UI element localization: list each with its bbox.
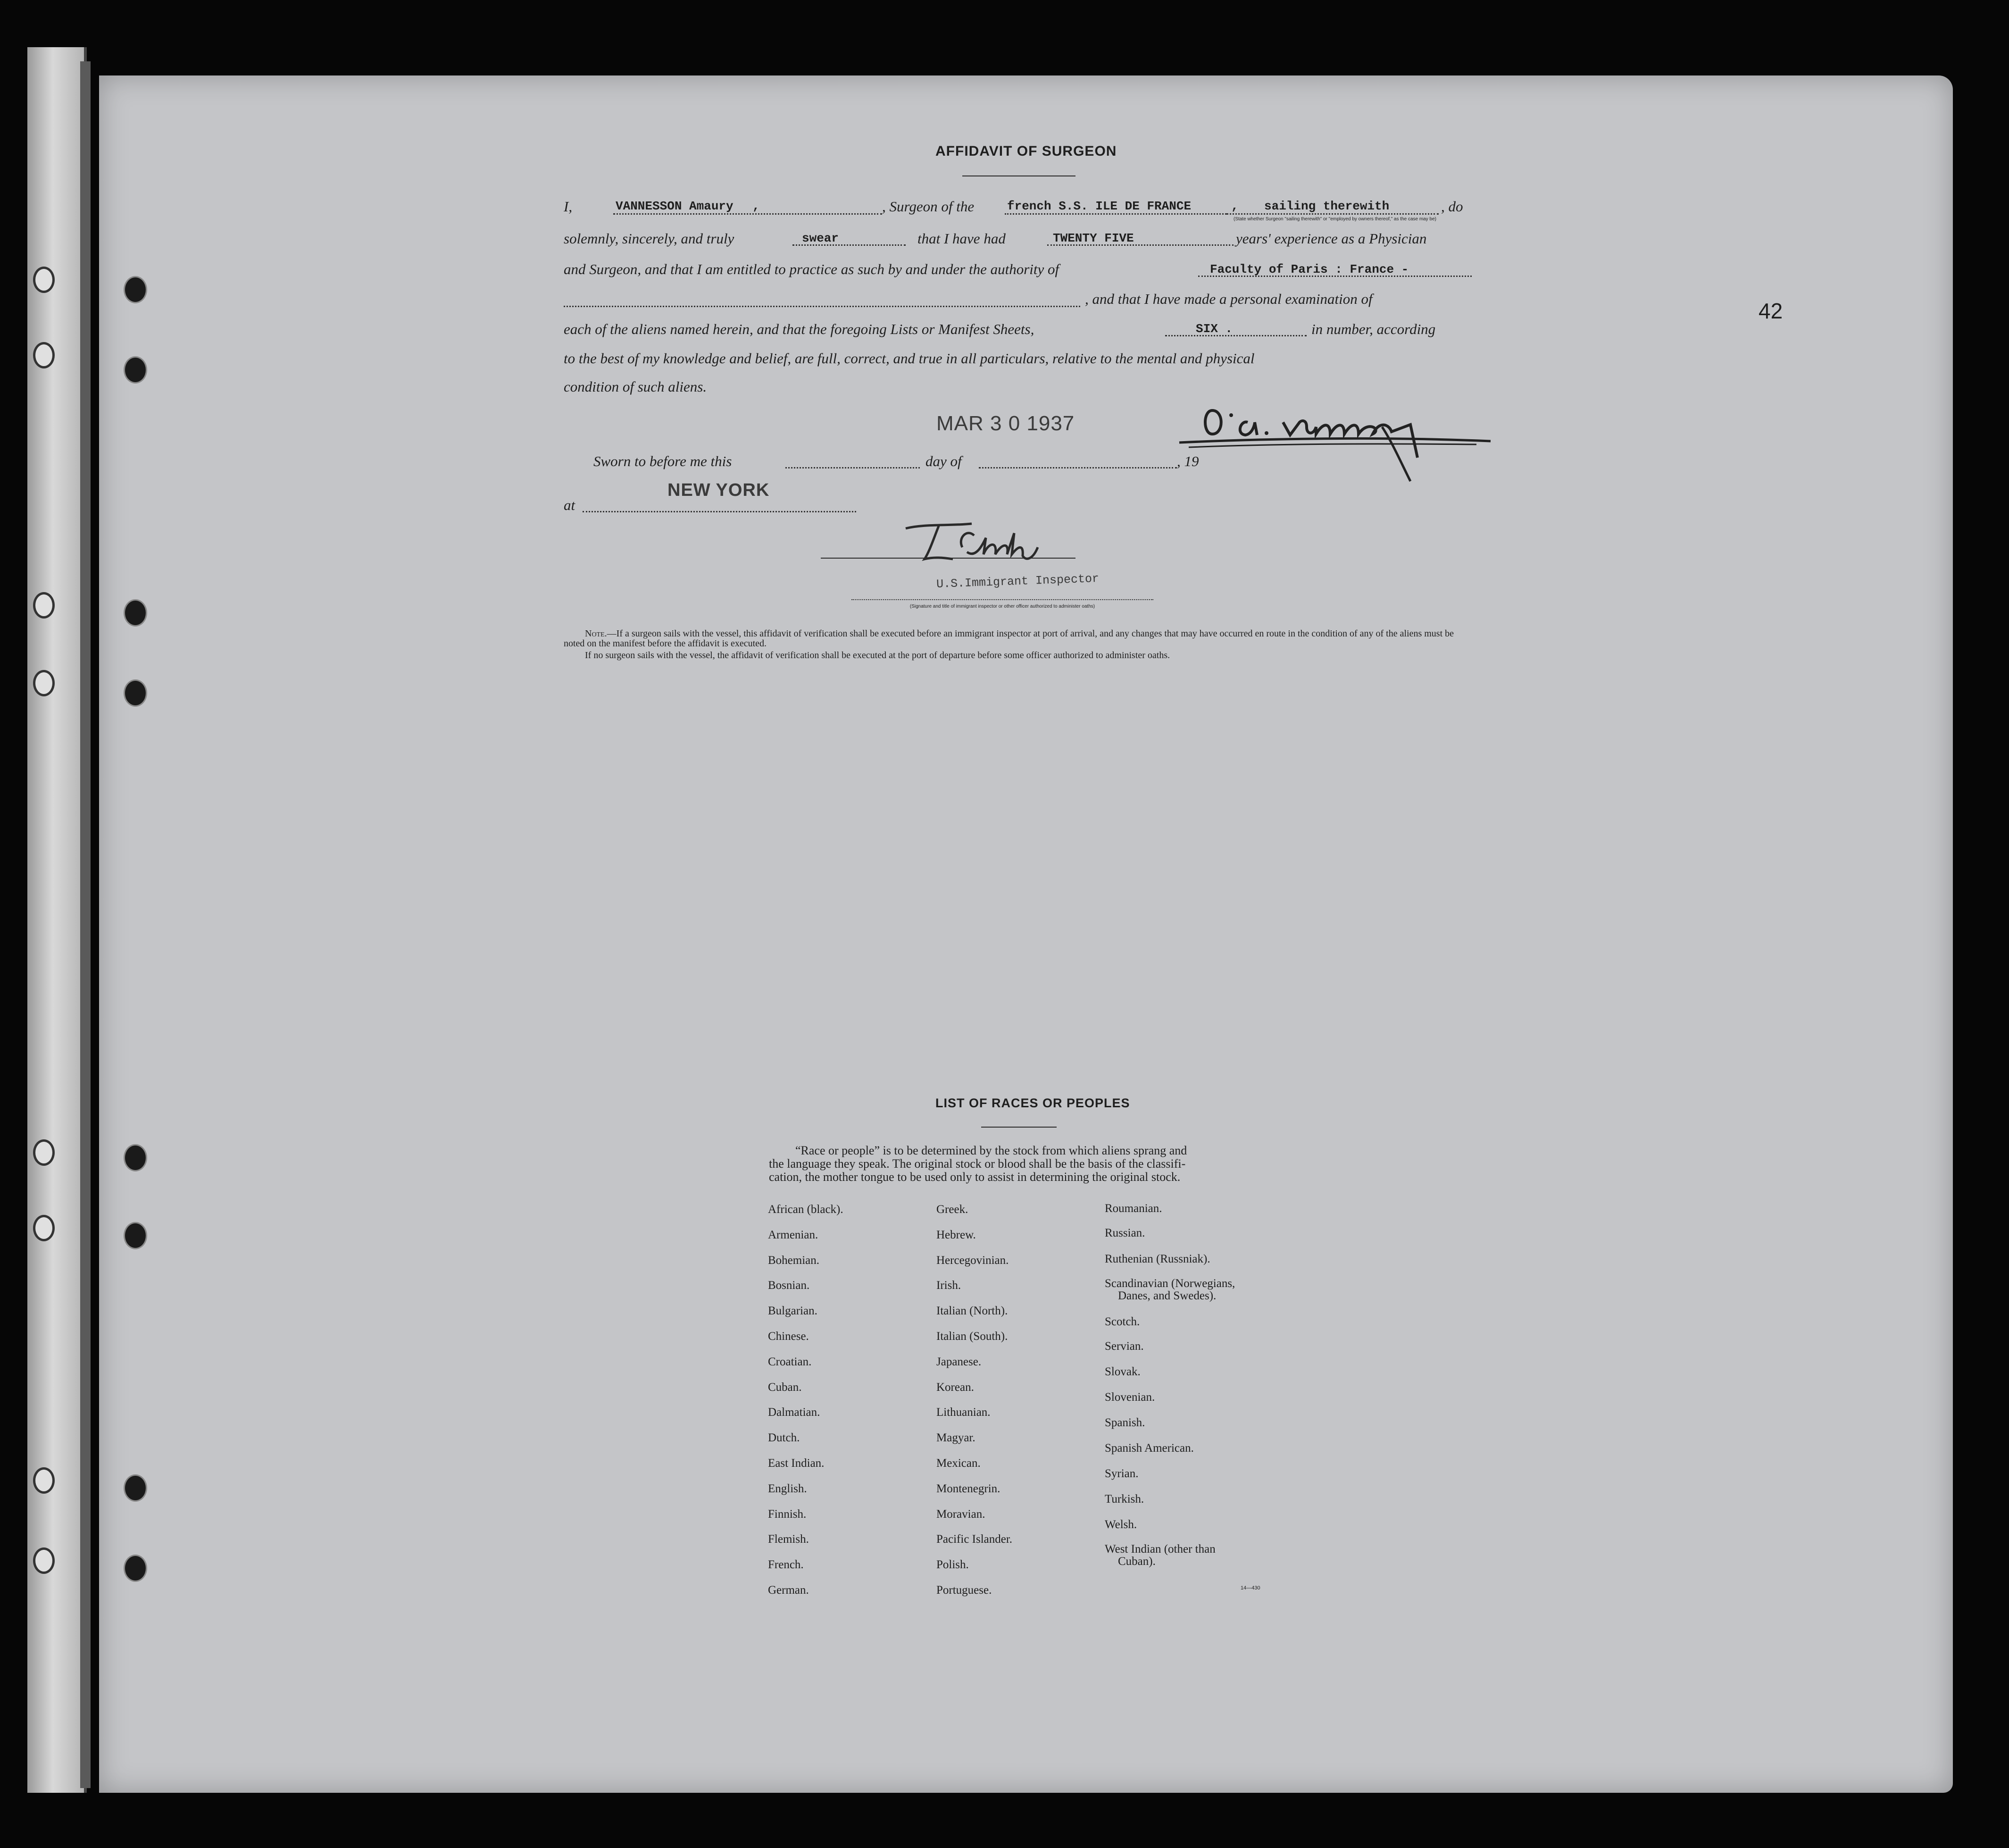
name-line	[613, 213, 882, 215]
race-item: Japanese.	[936, 1355, 982, 1368]
text-to-the-best: to the best of my knowledge and belief, are full, correct, and true in all particulars, relative to the mental and physical	[564, 350, 1255, 367]
race-item: Moravian.	[936, 1507, 985, 1521]
sheets-value: SIX .	[1196, 322, 1233, 336]
text-day-of: day of	[925, 453, 962, 469]
text-each-of: each of the aliens named herein, and that the foregoing Lists or Manifest Sheets,	[564, 321, 1034, 337]
vessel-name: french S.S. ILE DE FRANCE	[1007, 199, 1192, 213]
race-item: Hercegovinian.	[936, 1254, 1009, 1267]
text-in-number: in number, according	[1311, 321, 1436, 337]
punch-hole	[124, 1555, 147, 1582]
comma: ,	[1231, 199, 1239, 213]
race-item: Mexican.	[936, 1457, 981, 1470]
binder-ring	[33, 267, 55, 293]
binder-spine	[27, 47, 87, 1793]
authority-value: Faculty of Paris : France -	[1210, 262, 1409, 276]
binder-strip	[80, 61, 91, 1788]
race-item: African (black).	[768, 1203, 843, 1216]
race-item: Montenegrin.	[936, 1482, 1000, 1495]
races-intro-3: cation, the mother tongue to be used only to assist in determining the original stock.	[769, 1170, 1181, 1184]
race-item: Servian.	[1105, 1340, 1144, 1353]
race-item: French.	[768, 1558, 804, 1572]
race-item: Finnish.	[768, 1507, 807, 1521]
race-item: Polish.	[936, 1558, 969, 1572]
note-text-1: —If a surgeon sails with the vessel, this affidavit of verification shall be executed before an immigrant inspector at port of arrival, and any changes that may have occurred en route in the condition of any of the aliens must be noted on the manifest before the affidavit is executed.	[564, 628, 1454, 649]
races-title: LIST OF RACES OR PEOPLES	[935, 1096, 1130, 1110]
races-title-rule	[981, 1127, 1057, 1128]
sworn-month-line	[979, 467, 1177, 468]
race-item: Spanish.	[1105, 1416, 1145, 1429]
race-item: Flemish.	[768, 1533, 809, 1546]
date-stamp: MAR 3 0 1937	[936, 412, 1075, 435]
binder-ring	[33, 670, 55, 696]
race-item: Bohemian.	[768, 1254, 820, 1267]
race-item: Dutch.	[768, 1431, 800, 1445]
surgeon-name: VANNESSON Amaury	[616, 199, 734, 213]
binder-ring	[33, 1215, 55, 1241]
races-intro-1: “Race or people” is to be determined by the stock from which aliens sprang and	[795, 1144, 1187, 1157]
race-item: Welsh.	[1105, 1518, 1137, 1531]
race-item: Slovenian.	[1105, 1391, 1155, 1404]
text-years-experience: years' experience as a Physician	[1236, 230, 1427, 247]
note-label: Note.	[585, 628, 607, 639]
note-paragraph-1	[564, 629, 1474, 649]
text-solemnly: solemnly, sincerely, and truly	[564, 230, 734, 247]
race-item: Syrian.	[1105, 1467, 1139, 1480]
race-item: West Indian (other than	[1105, 1543, 1216, 1555]
place-stamp: NEW YORK	[667, 480, 770, 500]
affidavit-title: AFFIDAVIT OF SURGEON	[935, 143, 1117, 159]
status-line	[1226, 213, 1439, 215]
race-item: East Indian.	[768, 1457, 825, 1470]
punch-hole	[124, 1222, 147, 1249]
punch-hole	[124, 1474, 147, 1502]
state-note: (State whether Surgeon "sailing therewith" or "employed by owners thereof," as the case may be)	[1234, 217, 1436, 222]
punch-hole	[124, 356, 147, 384]
authority-line	[1198, 276, 1472, 277]
binder-ring	[33, 342, 55, 368]
race-item: Bosnian.	[768, 1279, 810, 1292]
race-item: Korean.	[936, 1380, 974, 1394]
race-item: Chinese.	[768, 1330, 809, 1343]
race-item: Magyar.	[936, 1431, 975, 1445]
page-number: 42	[1759, 299, 1783, 323]
race-item: Danes, and Swedes).	[1118, 1289, 1217, 1302]
race-item: Ruthenian (Russniak).	[1105, 1253, 1210, 1265]
race-item: Italian (South).	[936, 1330, 1008, 1343]
race-item: Italian (North).	[936, 1304, 1008, 1318]
signature-line	[851, 599, 1153, 600]
years-value: TWENTY FIVE	[1053, 231, 1134, 245]
text-year-prefix: , 19	[1177, 453, 1199, 469]
inspector-title-stamp: U.S.Immigrant Inspector	[936, 571, 1100, 592]
race-item: Irish.	[936, 1279, 961, 1292]
comma: ,	[752, 199, 760, 213]
race-item: Portuguese.	[936, 1584, 992, 1597]
text-surgeon-of-the: , Surgeon of the	[882, 198, 975, 215]
race-item: Cuban.	[768, 1380, 802, 1394]
text-do: , do	[1441, 198, 1463, 215]
place-line	[583, 511, 856, 512]
form-code: 14—430	[1241, 1585, 1260, 1591]
punch-hole	[124, 679, 147, 707]
binder-ring	[33, 592, 55, 619]
sheets-line	[1165, 335, 1307, 336]
race-item: Pacific Islander.	[936, 1533, 1013, 1546]
text-that-i-have-had: that I have had	[917, 230, 1006, 247]
race-item: Scotch.	[1105, 1315, 1140, 1328]
signature-caption: (Signature and title of immigrant inspector or other officer authorized to administer oaths)	[909, 604, 1095, 609]
vessel-line	[1005, 213, 1226, 215]
years-line	[1047, 244, 1234, 246]
race-item: Bulgarian.	[768, 1304, 817, 1318]
text-personal-exam: , and that I have made a personal examination of	[1085, 291, 1373, 307]
race-item: German.	[768, 1584, 809, 1597]
oath-type: swear	[802, 231, 839, 245]
race-item: English.	[768, 1482, 807, 1495]
race-item: Scandinavian (Norwegians,	[1105, 1277, 1235, 1290]
binder-ring	[33, 1547, 55, 1574]
text-at: at	[564, 497, 575, 513]
punch-hole	[124, 599, 147, 627]
race-item: Cuban).	[1118, 1555, 1156, 1568]
race-item: Spanish American.	[1105, 1442, 1194, 1455]
race-item: Armenian.	[768, 1228, 818, 1241]
punch-hole	[124, 276, 147, 303]
inspector-rule	[821, 558, 1075, 559]
race-item: Croatian.	[768, 1355, 812, 1368]
race-item: Roumanian.	[1105, 1202, 1162, 1215]
race-item: Lithuanian.	[936, 1406, 991, 1419]
sworn-day-line	[785, 467, 920, 468]
surgeon-signature	[1165, 382, 1505, 486]
binder-ring	[33, 1467, 55, 1494]
text-condition: condition of such aliens.	[564, 378, 707, 395]
races-intro-2: the language they speak. The original stock or blood shall be the basis of the classifi-	[769, 1157, 1186, 1171]
sailing-status: sailing therewith	[1264, 199, 1390, 213]
binder-ring	[33, 1139, 55, 1166]
race-item: Greek.	[936, 1203, 968, 1216]
punch-hole	[124, 1144, 147, 1171]
text-and-surgeon: and Surgeon, and that I am entitled to practice as such by and under the authority of	[564, 261, 1059, 277]
oath-line	[792, 244, 906, 246]
race-item: Dalmatian.	[768, 1406, 820, 1419]
note-paragraph-2: If no surgeon sails with the vessel, the affidavit of verification shall be executed at the port of departure before some officer authorized to administer oaths.	[585, 650, 1170, 661]
race-item: Turkish.	[1105, 1493, 1144, 1505]
race-item: Hebrew.	[936, 1228, 976, 1241]
text-i: I,	[564, 198, 573, 215]
race-item: Slovak.	[1105, 1365, 1141, 1378]
race-item: Russian.	[1105, 1227, 1145, 1239]
text-sworn: Sworn to before me this	[593, 453, 732, 469]
authority-line-2	[564, 306, 1080, 307]
